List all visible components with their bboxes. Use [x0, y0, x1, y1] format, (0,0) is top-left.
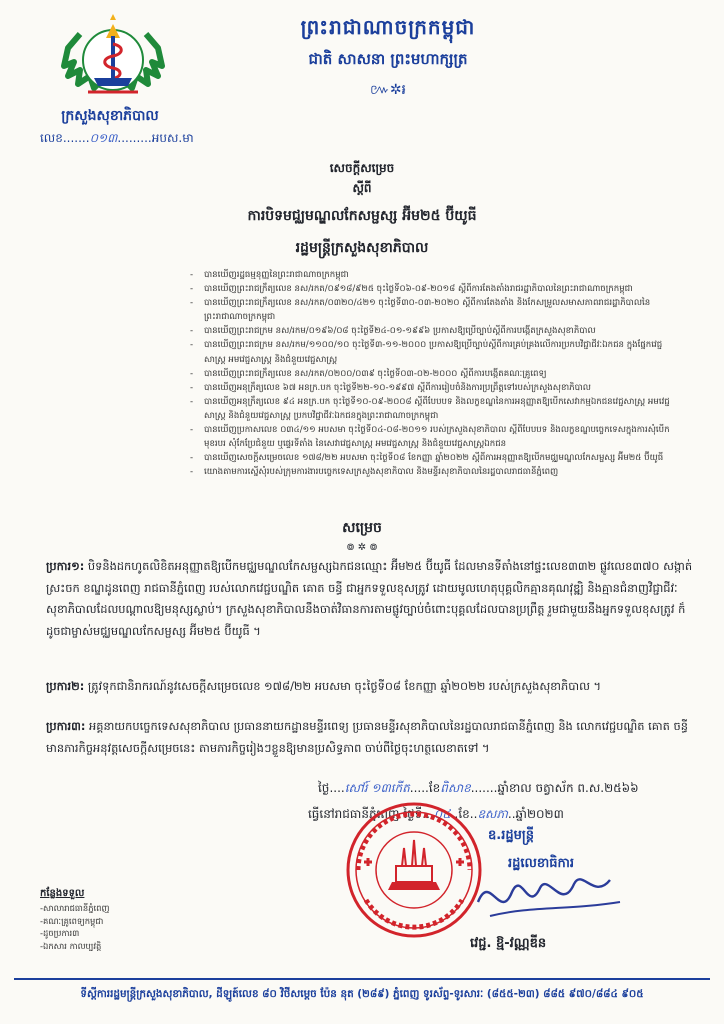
reference-suffix: អបស.មា	[151, 131, 194, 145]
ministry-name: ក្រសួងសុខាភិបាល	[61, 108, 159, 124]
doc-subject: ការបិទមជ្ឈមណ្ឌលកែសម្ផស្ស អ៊ីម២៥ ប៊ីយូធី	[247, 208, 477, 224]
doc-about: ស្តីពី	[352, 181, 372, 195]
reference-number: លេខ.......០១៣.........អបស.មា	[40, 131, 194, 145]
article-label: ប្រការ៣:	[46, 719, 86, 733]
handwritten-signature	[470, 862, 630, 932]
doc-type: សេចក្តីសម្រេច	[329, 161, 395, 175]
doc-issuer: រដ្ឋមន្ត្រីក្រសួងសុខាភិបាល	[295, 240, 429, 256]
visa-item: - បានឃើញអនុក្រឹត្យលេខ ៩៤ អនក្រ.បក ចុះថ្ងៃទី១០-០៩-២០០៨ ស្តីពីបែបបទ និងលក្ខខណ្ឌនៃការអនុញ្ញាតឱ្យបើកសេវាកម្មឯកជនវេជ្ជសាស្ត្រ អមវេជ្ជសាស្ត្រ និងជំនួយវេជ្ជសាស្ត្រ ប្រកបវិជ្ជាជីវៈឯកជនក្នុងព្រះរាជាណាចក្រកម្ពុជា	[190, 396, 670, 421]
footer-address: ទីស្តីការរដ្ឋមន្ត្រីក្រសួងសុខាភិបាល, ដីឡូត៍លេខ ៨០ វិថីសម្តេច ប៉ែន នុត (២៨៩) ភ្នំពេញ ទូរស័ព្ទ-ទូរសារៈ (៨៥៥-២៣) ៨៨៥ ៩៧០/៨៨៤ ៩០៥	[80, 988, 644, 1000]
visa-list	[190, 268, 680, 479]
recipient-item: -ឯកសារ កាលប្បវត្តិ	[40, 940, 102, 951]
article-3	[46, 716, 696, 759]
visa-item: - យោងតាមការស្នើសុំរបស់ក្រុមការងារបច្ចេកទេសក្រសួងសុខាភិបាល និងមន្ទីរសុខាភិបាលនៃរដ្ឋបាលរាជធានីភ្នំពេញ	[190, 467, 559, 478]
article-text: បិទនិងដកហូតលិខិតអនុញ្ញាតឱ្យបើកមជ្ឈមណ្ឌលកែសម្ផស្សឯកជនឈ្មោះ អ៊ីម២៥ ប៊ីយូធី ដែលមានទីតាំងនៅផ្ទះលេខ៣៣២ ផ្លូវលេខ៣៧០ សង្កាត់ស្រះចក ខណ្ឌដូនពេញ រាជធានីភ្នំពេញ របស់លោកវេជ្ជបណ្ឌិត គោត ចន្ធី ជាអ្នកទទួលខុសត្រូវ ដោយមូលហេតុបុគ្គលិកគ្មានគុណវុឌ្ឍិ និងគ្មានជំនាញវិជ្ជាជីវៈសុខាភិបាលដែលបណ្តាលឱ្យមនុស្សស្លាប់។ ក្រសួងសុខាភិបាលនឹងចាត់វិធានការតាមផ្លូវច្បាប់ចំពោះបុគ្គលដែលបានប្រព្រឹត្ត រួមជាមួយនឹងអ្នកទទួលខុសត្រូវ ក៏ដូចជាម្ចាស់មជ្ឈមណ្ឌលកែសម្ផស្ស អ៊ីម២៥ ប៊ីយូធី ។	[46, 559, 693, 638]
lunar-date: ថ្ងៃ....សៅរ៍ ១៣កើត.....ខែពិសាខ.......ឆ្នាំខាល ចត្វាស័ក ព.ស.២៥៦៦	[318, 781, 639, 795]
article-2	[46, 676, 696, 698]
article-text: អគ្គនាយកបច្ចេកទេសសុខាភិបាល ប្រធាននាយកដ្ឋានមន្ទីរពេទ្យ ប្រធានមន្ទីរសុខាភិបាលនៃរដ្ឋបាលរាជធានីភ្នំពេញ និង លោកវេជ្ជបណ្ឌិត គោត ចន្ធី មានភារកិច្ចអនុវត្តសេចក្តីសម្រេចនេះ តាមភារកិច្ចរៀងៗខ្លួនឱ្យមានប្រសិទ្ធភាព ចាប់ពីថ្ងៃចុះហត្ថលេខាតទៅ ។	[46, 719, 688, 755]
decision-heading: សម្រេច	[342, 520, 382, 536]
national-motto: ជាតិ សាសនា ព្រះមហាក្សត្រ	[308, 50, 468, 68]
recipient-item: -ដូចប្រការ៣	[40, 928, 80, 938]
signatory-role: រដ្ឋលេខាធិការ	[508, 856, 575, 871]
visa-item: - បានឃើញព្រះរាជក្រម នស/រកម/០១៩៦/០៨ ចុះថ្ងៃទី២៤-០១-១៩៩៦ ប្រកាសឱ្យប្រើច្បាប់ស្តីពីការបង្កើតក្រសួងសុខាភិបាល	[190, 326, 596, 337]
ministry-logo	[58, 14, 168, 106]
kingdom-title: ព្រះរាជាណាចក្រកម្ពុជា	[300, 15, 476, 39]
visa-item: - បានឃើញអនុក្រឹត្យលេខ ៦៧ អនក្រ.បក ចុះថ្ងៃទី២២-១០-១៩៩៧ ស្តីពីការរៀបចំនិងការប្រព្រឹត្តទៅរបស់ក្រសួងសុខាភិបាល	[190, 382, 591, 393]
article-text: ត្រូវទុកជានិរាករណ៍នូវសេចក្តីសម្រេចលេខ ១៧៨/២២ អបសមា ចុះថ្ងៃទី០៨ ខែកញ្ញា ឆ្នាំ២០២២ របស់ក្រសួងសុខាភិបាល ។	[87, 679, 602, 693]
reference-number-handwritten: ០១៣	[89, 131, 118, 145]
visa-item: - បានឃើញព្រះរាជក្រម នស/រកម/១១០០/១០ ចុះថ្ងៃទី៣-១១-២០០០ ប្រកាសឱ្យប្រើច្បាប់ស្តីពីការគ្រប់គ្រងលើការប្រកបវិជ្ជាជីវៈឯកជន ក្នុងផ្នែកវេជ្ជសាស្ត្រ អមវេជ្ជសាស្ត្រ និងជំនួយវេជ្ជសាស្ត្រ	[190, 340, 663, 365]
visa-item: - បានឃើញសេចក្តីសម្រេចលេខ ១៧៨/២២ អបសមា ចុះថ្ងៃទី០៨ ខែកញ្ញា ឆ្នាំ២០២២ ស្តីពីការអនុញ្ញាតឱ្យបើកមជ្ឈមណ្ឌលកែសម្ផស្ស អ៊ីម២៥ ប៊ីយូធី	[190, 453, 664, 464]
visa-item: - បានឃើញព្រះរាជក្រឹត្យលេខ នស/រកត/០២០០/០៣៩ ចុះថ្ងៃទី០៣-០២-២០០០ ស្តីពីការបង្កើតគណៈគ្រូពេទ្យ	[190, 368, 547, 379]
solar-date: ធ្វើនៅរាជធានីភ្នំពេញ ថ្ងៃទី...០៤..ខែ..ឧសភា..ឆ្នាំ២០២៣	[308, 807, 564, 821]
recipient-item: -គណៈគ្រូពេទ្យកម្ពុជា	[40, 915, 104, 926]
recipient-item: -សាលារាជធានីភ្នំពេញ	[40, 903, 110, 913]
visa-item: - បានឃើញព្រះរាជក្រឹត្យលេខ នស/រកត/០៣២០/៤២១ ចុះថ្ងៃទី៣០-០៣-២០២០ ស្តីពីការតែងតាំង និងកែសម្រួលសមាសភាពរាជរដ្ឋាភិបាលនៃព្រះរាជាណាចក្រកម្ពុជា	[190, 298, 651, 323]
ornament: ៚✲៛	[370, 82, 406, 98]
official-stamp	[344, 800, 484, 940]
article-label: ប្រការ២:	[46, 679, 85, 693]
visa-item: - បានឃើញប្រកាសលេខ ០៣៤/១១ អបសមា ចុះថ្ងៃទី០៤-០៨-២០១១ របស់ក្រសួងសុខាភិបាល ស្តីពីបែបបទ និងលក្ខខណ្ឌបច្ចេកទេសក្នុងការសុំបើកមុខរបរ សុំកែប្រែជំនួយ ឬផ្ទេរទីតាំង នៃសេវាវេជ្ជសាស្ត្រ អមវេជ្ជសាស្ត្រ និងជំនួយវេជ្ជសាស្ត្រឯកជន	[190, 425, 670, 450]
decision-ornament: ៙ ✲ ៙	[346, 542, 378, 553]
signatory-title: ឧ.រដ្ឋមន្ត្រី	[488, 828, 534, 843]
article-1	[46, 556, 696, 642]
footer-divider	[14, 978, 710, 980]
article-label: ប្រការ១:	[46, 559, 85, 573]
reference-prefix: លេខ	[40, 131, 63, 145]
visa-item: - បានឃើញរដ្ឋធម្មនុញ្ញនៃព្រះរាជាណាចក្រកម្ពុជា	[190, 270, 349, 280]
recipients-list	[40, 902, 109, 952]
visa-item: - បានឃើញព្រះរាជក្រឹត្យលេខ នស/រកត/០៩១៨/៩២៥ ចុះថ្ងៃទី០៦-០៩-២០១៨ ស្តីពីការតែងតាំងរាជរដ្ឋាភិបាលនៃព្រះរាជាណាចក្រកម្ពុជា	[190, 284, 633, 295]
recipients-title: កន្លែងទទួល	[40, 888, 85, 899]
signatory-name: វេជ្ជ. ឱ្ម-វណ្ណឌីន	[470, 936, 547, 951]
